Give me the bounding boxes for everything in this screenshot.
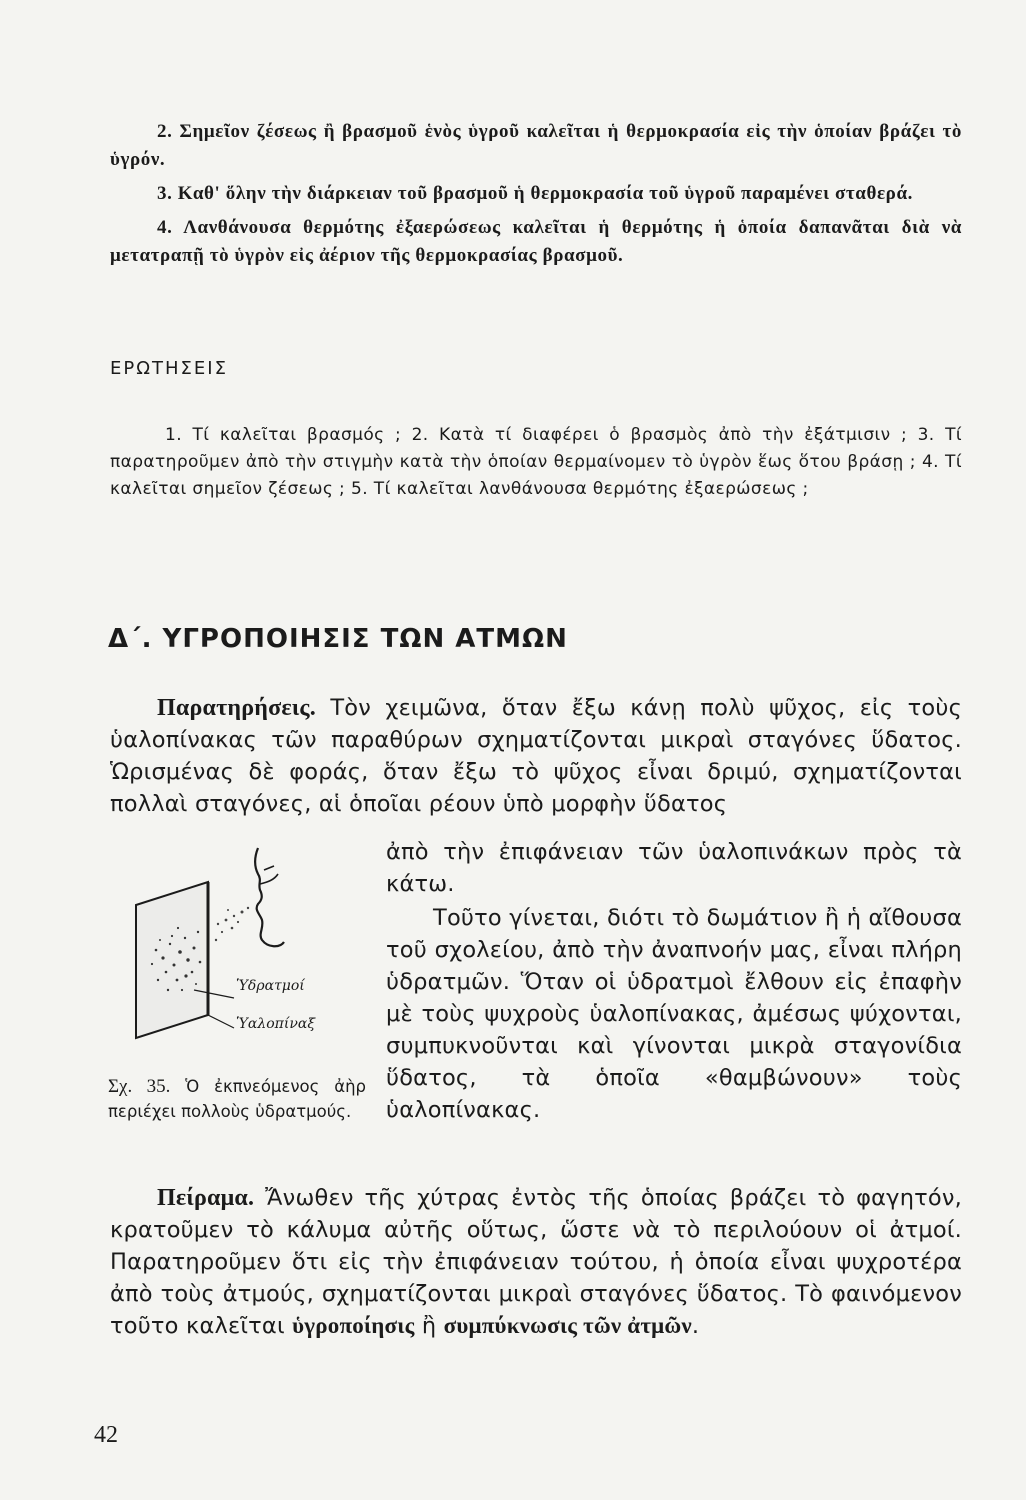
summary-item: 4. Λανθάνουσα θερμότης ἐξαερώσεως καλεῖται ἡ θερμότης ἡ ὁποία δαπανᾶται διὰ νὰ μετατραπῇ τὸ ὑγρὸν εἰς ἀέριον τῆς θερμοκρασίας βρασμοῦ. bbox=[110, 217, 962, 266]
experiment-paragraph bbox=[110, 1182, 962, 1342]
term-connector: ἢ bbox=[421, 1313, 437, 1339]
term-condensation: συμπύκνωσις τῶν ἀτμῶν bbox=[443, 1313, 692, 1338]
figure-caption bbox=[108, 1074, 366, 1124]
observations-lead: Παρατηρήσεις. bbox=[157, 695, 316, 721]
glass-pane-label: Ὑαλοπίναξ bbox=[236, 1016, 316, 1032]
summary-list bbox=[110, 118, 962, 270]
observations-paragraph bbox=[110, 692, 962, 820]
figure-35 bbox=[108, 840, 378, 1065]
summary-item: 2. Σημεῖον ζέσεως ἢ βρασμοῦ ἑνὸς ὑγροῦ καλεῖται ἡ θερμοκρασία εἰς τὴν ὁποίαν βράζει τὸ ὑγρόν. bbox=[110, 121, 962, 170]
term-liquefaction: ὑγροποίησις bbox=[292, 1313, 415, 1338]
explanation-paragraph: Τοῦτο γίνεται, διότι τὸ δωμάτιον ἢ ἡ αἴθουσα τοῦ σχολείου, ἀπὸ τὴν ἀναπνοήν μας, εἶναι πλήρη ὑδρατμῶν. Ὅταν οἱ ὑδρατμοὶ ἔλθουν εἰς ἐπαφὴν μὲ τοὺς ψυχροὺς ὑαλοπίνακας, ἀμέσως ψύχονται, συμπυκνοῦνται καὶ γίνονται μικρὰ σταγονίδια ὕδατος, τὰ ὁποῖα «θαμβώνουν» τοὺς ὑαλοπίνακας. bbox=[386, 905, 962, 1123]
summary-item: 3. Καθ' ὅλην τὴν διάρκειαν τοῦ βρασμοῦ ἡ θερμοκρασία τοῦ ὑγροῦ παραμένει σταθερά. bbox=[157, 183, 913, 204]
vapor-label: Ὑδρατμοί bbox=[236, 978, 305, 994]
sentence-end: . bbox=[691, 1313, 700, 1339]
questions-heading: ΕΡΩΤΗΣΕΙΣ bbox=[110, 358, 228, 379]
experiment-text: Ἄνωθεν τῆς χύτρας ἐντὸς τῆς ὁποίας βράζει τὸ φαγητόν, κρατοῦμεν τὸ κάλυμα αὐτῆς οὕτως, ὥστε νὰ τὸ περιλούουν οἱ ἀτμοί. Παρατηροῦμεν ὅτι εἰς τὴν ἐπιφάνειαν τούτου, ἡ ὁποία εἶναι ψυχροτέρα ἀπὸ τοὺς ἀτμούς, σχηματίζονται μικραὶ σταγόνες ὕδατος. Τὸ φαινόμενον τοῦτο καλεῖται bbox=[110, 1185, 962, 1339]
observations-continued: ἀπὸ τὴν ἐπιφάνειαν τῶν ὑαλοπινάκων πρὸς τὰ κάτω. bbox=[386, 839, 962, 897]
experiment-lead: Πείραμα. bbox=[157, 1185, 255, 1211]
figure-number: Σχ. 35. bbox=[108, 1076, 171, 1097]
figure-caption-text: Ὁ ἐκπνεόμενος ἀὴρ περιέχει πολλοὺς ὑδρατμούς. bbox=[108, 1077, 367, 1121]
observations-text: Τὸν χειμῶνα, ὅταν ἔξω κάνῃ πολὺ ψῦχος, εἰς τοὺς ὑαλοπίνακας τῶν παραθύρων σχηματίζονται μικραὶ σταγόνες ὕδατος. Ὡρισμένας δὲ φοράς, ὅταν ἔξω τὸ ψῦχος εἶναι δριμύ, σχηματίζονται πολλαὶ σταγόνες, αἱ ὁποῖαι ρέουν ὑπὸ μορφὴν ὕδατος bbox=[110, 695, 962, 817]
page-number: 42 bbox=[94, 1422, 118, 1448]
section-title: Δ΄. ΥΓΡΟΠΟΙΗΣΙΣ ΤΩΝ ΑΤΜΩΝ bbox=[108, 624, 568, 654]
questions-text: 1. Τί καλεῖται βρασμός ; 2. Κατὰ τί διαφέρει ὁ βρασμὸς ἀπὸ τὴν ἐξάτμισιν ; 3. Τί παρατηροῦμεν ἀπὸ τὴν στιγμὴν κατὰ τὴν ὁποίαν θερμαίνομεν τὸ ὑγρὸν ἕως ὅτου βράσῃ ; 4. Τί καλεῖται σημεῖον ζέσεως ; 5. Τί καλεῖται λανθάνουσα θερμότης ἐξαερώσεως ; bbox=[110, 425, 962, 499]
